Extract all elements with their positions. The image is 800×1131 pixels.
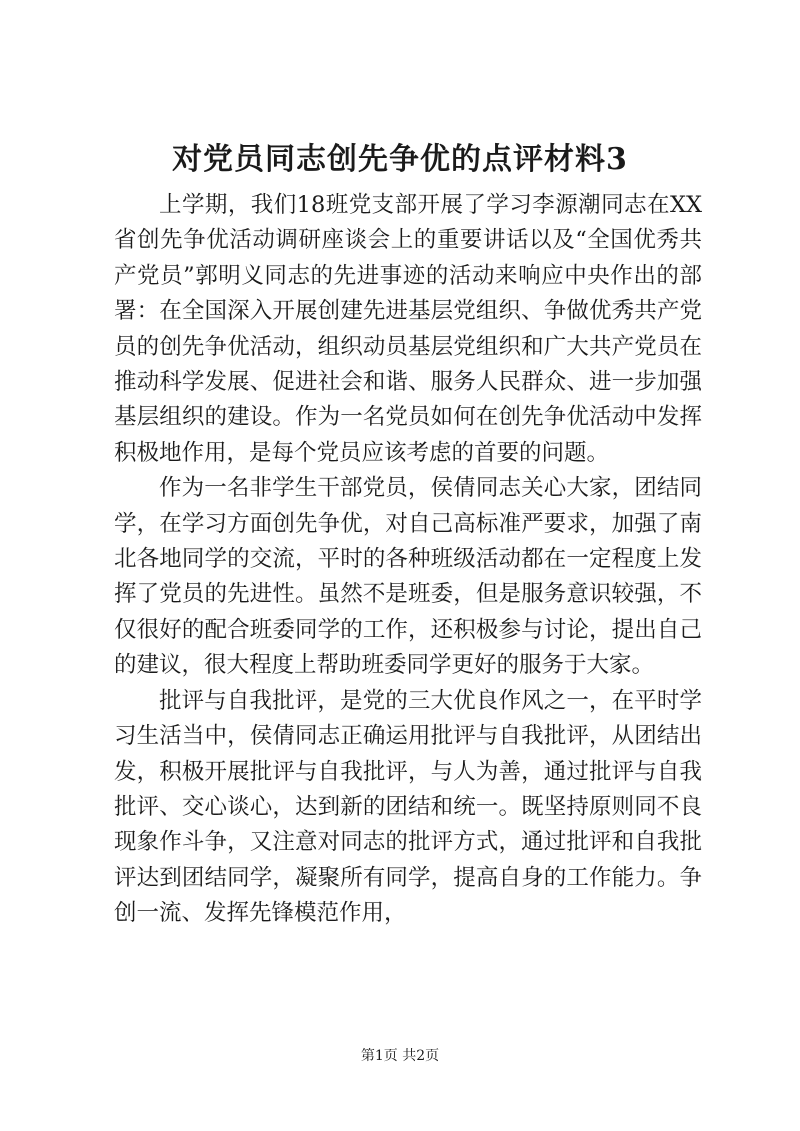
- document-body: [114, 188, 702, 932]
- document-title: 对党员同志创先争优的点评材料3: [172, 142, 628, 177]
- paragraph-3: 批评与自我批评，是党的三大优良作风之一，在平时学习生活当中，侯倩同志正确运用批评与自我批评，从团结出发，积极开展批评与自我批评，与人为善，通过批评与自我批评、交心谈心，达到新的团结和统一。既坚持原则同不良现象作斗争，又注意对同志的批评方式，通过批评和自我批评达到团结同学，凝聚所有同学，提高自身的工作能力。争创一流、发挥先锋模范作用，: [114, 687, 702, 927]
- page-number-footer: 第1页 共2页: [360, 1048, 440, 1064]
- paragraph-1: 上学期，我们18班党支部开展了学习李源潮同志在XX省创先争优活动调研座谈会上的重要讲话以及“全国优秀共产党员”郭明义同志的先进事迹的活动来响应中央作出的部署：在全国深入开展创建先进基层党组织、争做优秀共产党员的创先争优活动，组织动员基层党组织和广大共产党员在推动科学发展、促进社会和谐、服务人民群众、进一步加强基层组织的建设。作为一名党员如何在创先争优活动中发挥积极地作用，是每个党员应该考虑的首要的问题。: [114, 192, 702, 466]
- paragraph-2: 作为一名非学生干部党员，侯倩同志关心大家，团结同学，在学习方面创先争优，对自己高标准严要求，加强了南北各地同学的交流，平时的各种班级活动都在一定程度上发挥了党员的先进性。虽然不是班委，但是服务意识较强，不仅很好的配合班委同学的工作，还积极参与讨论，提出自己的建议，很大程度上帮助班委同学更好的服务于大家。: [114, 475, 702, 679]
